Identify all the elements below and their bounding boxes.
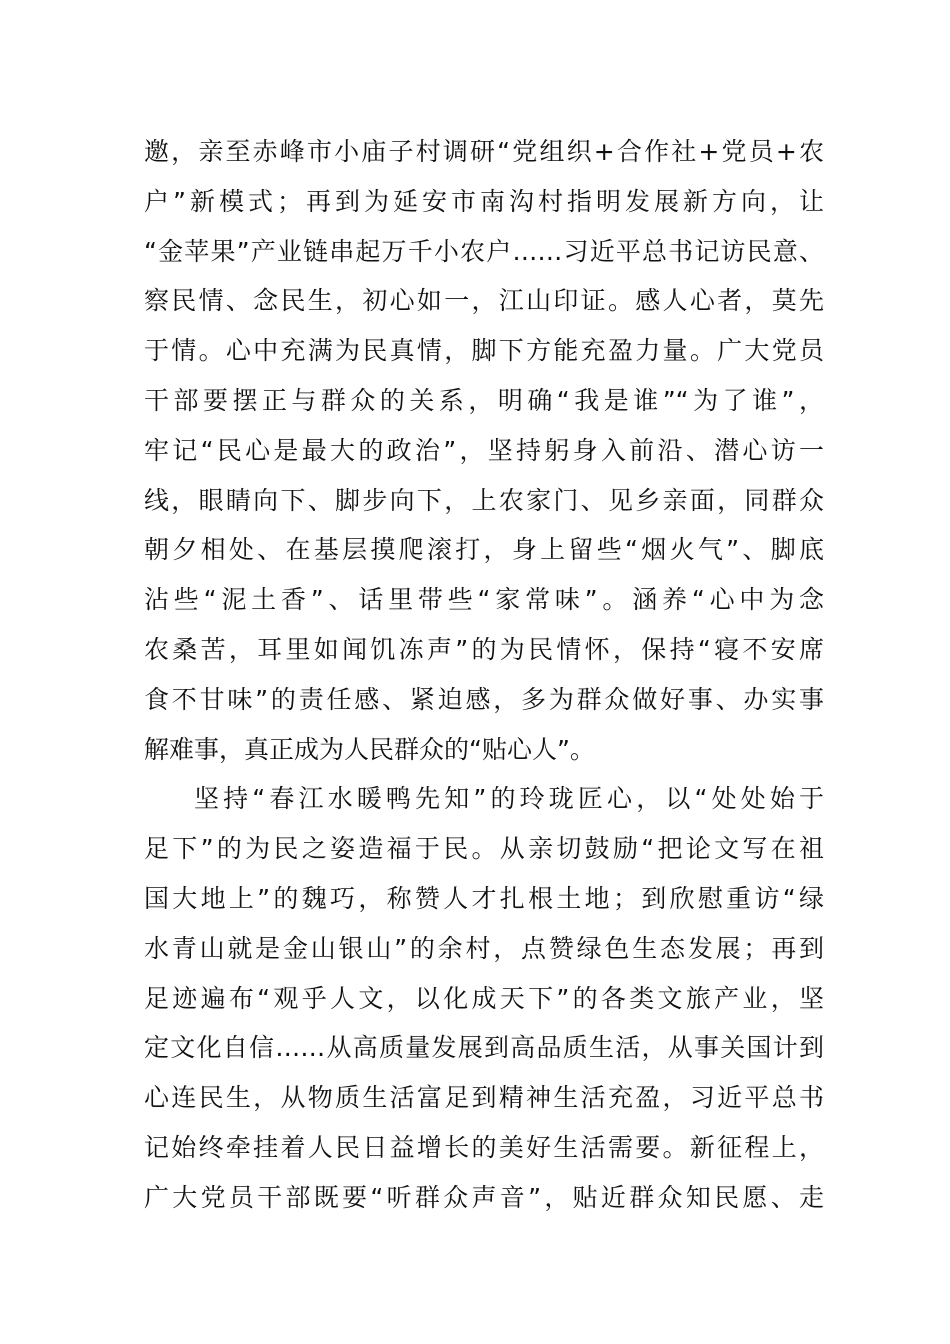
text-line: 户”新模式；再到为延安市南沟村指明发展新方向，让 (144, 186, 824, 216)
text-line: 邀，亲至赤峰市小庙子村调研“党组织+合作社+党员+农 (144, 137, 824, 166)
text-line: 足迹遍布“观乎人文，以化成天下”的各类文旅产业，坚 (144, 983, 824, 1013)
body-text (144, 127, 824, 1223)
text-line: 朝夕相处、在基层摸爬滚打，身上留些“烟火气”、脚底 (144, 535, 824, 565)
text-line: 牢记“民心是最大的政治”，坚持躬身入前沿、潜心访一 (144, 435, 824, 465)
text-line: 食不甘味”的责任感、紧迫感，多为群众做好事、办实事 (144, 684, 824, 714)
text-line: 线，眼睛向下、脚步向下，上农家门、见乡亲面，同群众 (144, 485, 824, 515)
text-line: “金苹果”产业链串起万千小农户……习近平总书记访民意、 (144, 236, 824, 266)
text-line: 定文化自信……从高质量发展到高品质生活，从事关国计到 (144, 1033, 824, 1063)
text-line: 水青山就是金山银山”的余村，点赞绿色生态发展；再到 (144, 933, 824, 963)
text-line: 解难事，真正成为人民群众的“贴心人”。 (144, 734, 595, 764)
text-line: 于情。心中充满为民真情，脚下方能充盈力量。广大党员 (144, 336, 824, 366)
text-line: 记始终牵挂着人民日益增长的美好生活需要。新征程上， (144, 1132, 824, 1162)
text-line: 广大党员干部既要“听群众声音”，贴近群众知民愿、走 (144, 1182, 824, 1212)
text-line: 农桑苦，耳里如闻饥冻声”的为民情怀，保持“寝不安席 (144, 634, 824, 664)
text-line: 心连民生，从物质生活富足到精神生活充盈，习近平总书 (144, 1083, 824, 1113)
paragraph-first-line: 坚持“春江水暖鸭先知”的玲珑匠心，以“处处始于 (194, 784, 824, 814)
text-line: 干部要摆正与群众的关系，明确“我是谁”“为了谁”， (144, 385, 824, 415)
text-line: 国大地上”的魏巧，称赞人才扎根土地；到欣慰重访“绿 (144, 883, 824, 913)
text-line: 足下”的为民之姿造福于民。从亲切鼓励“把论文写在祖 (144, 834, 824, 864)
text-line: 察民情、念民生，初心如一，江山印证。感人心者，莫先 (144, 286, 824, 316)
text-line: 沾些“泥土香”、话里带些“家常味”。涵养“心中为念 (144, 585, 824, 615)
